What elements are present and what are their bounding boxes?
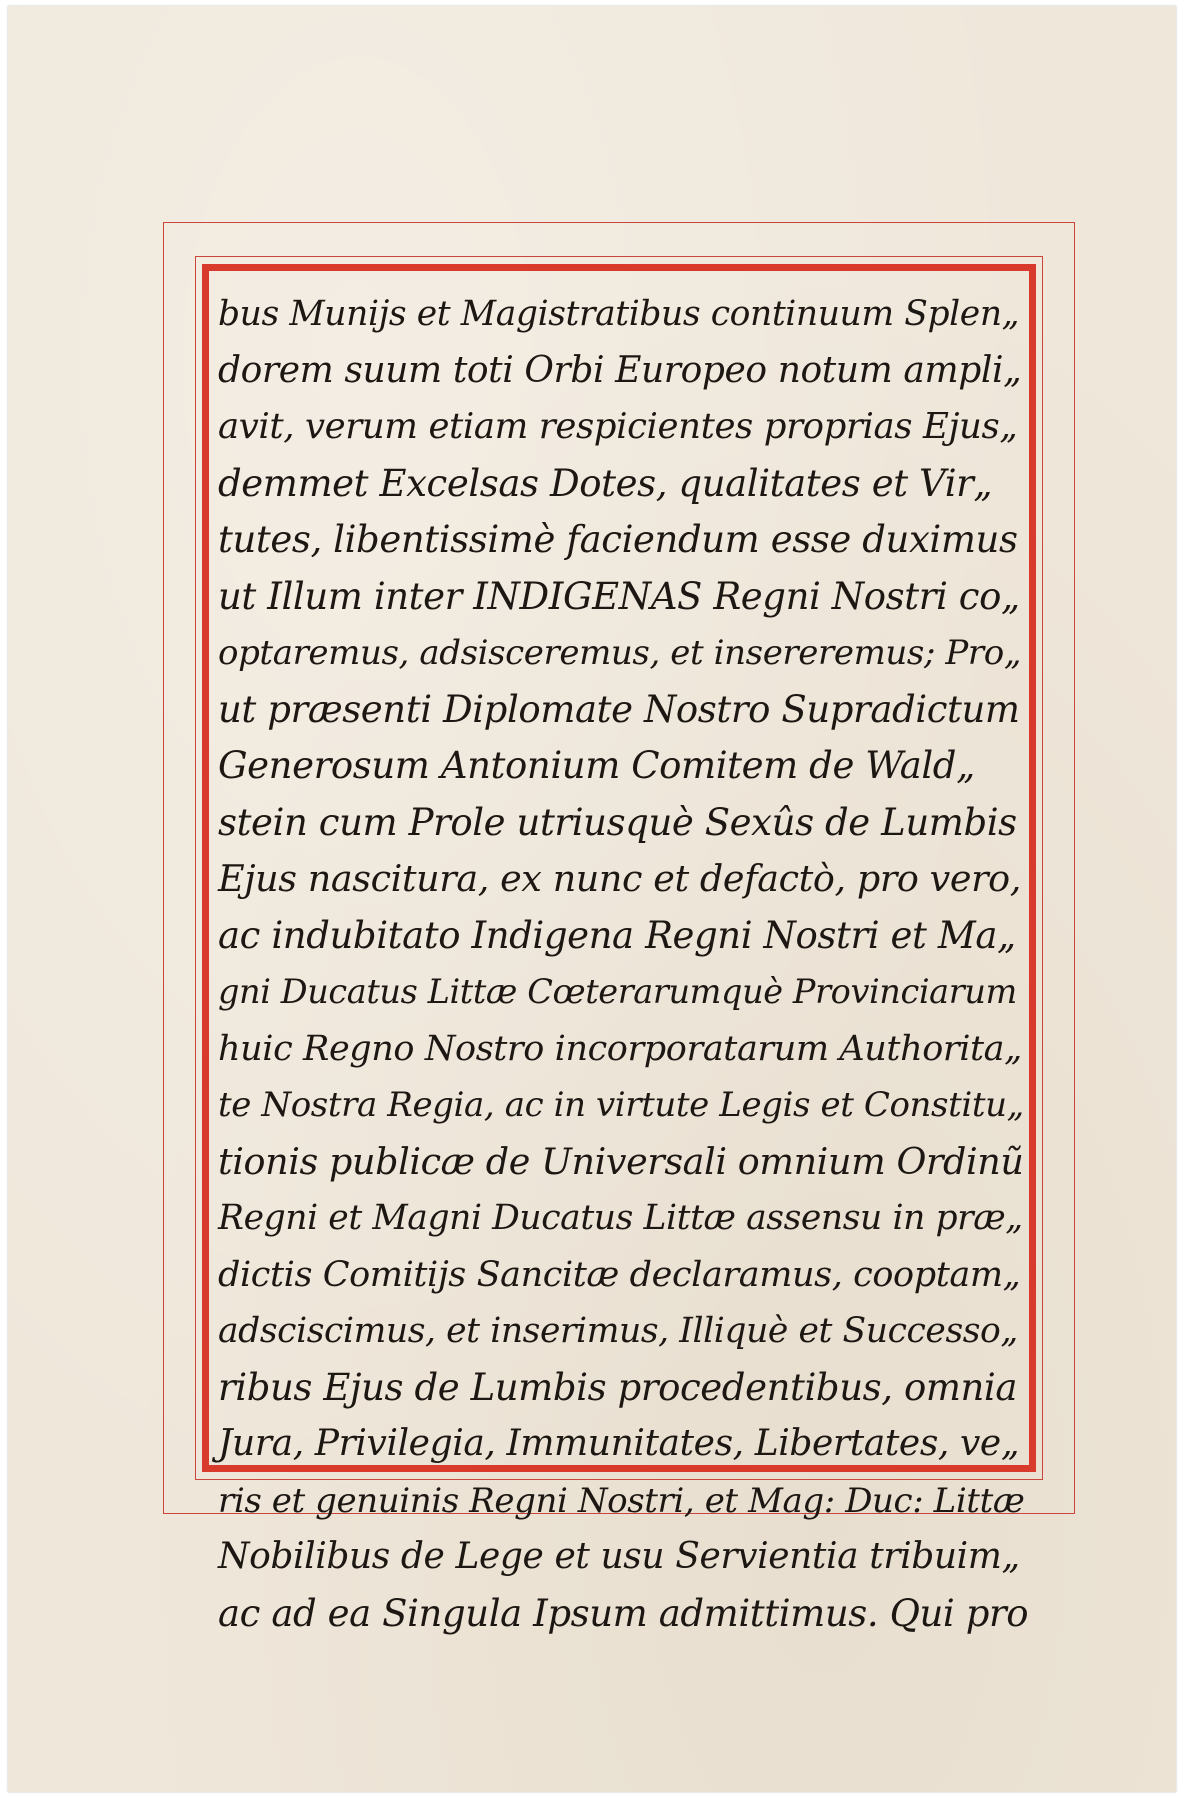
text-line: ut præsenti Diplomate Nostro Supradictum — [218, 687, 1020, 731]
text-line: huic Regno Nostro incorporatarum Authorita„ — [218, 1028, 1022, 1069]
text-line: Regni et Magni Ducatus Littæ assensu in præ„ — [218, 1198, 1023, 1238]
text-line: optaremus, adsisceremus, et insereremus; Pro„ — [218, 633, 1022, 673]
text-line: ac ad ea Singula Ipsum admittimus. Qui pro — [218, 1591, 1029, 1635]
text-line: te Nostra Regia, ac in virtute Legis et Constitu„ — [218, 1085, 1024, 1125]
text-line: dictis Comitijs Sancitæ declaramus, cooptam„ — [218, 1254, 1021, 1295]
text-line: gni Ducatus Littæ Cœterarumquè Provinciarum — [218, 972, 1017, 1011]
text-line: avit, verum etiam respicientes proprias Ejus„ — [218, 406, 1018, 447]
text-line: stein cum Prole utriusquè Sexûs de Lumbis — [218, 800, 1017, 844]
text-line: tutes, libentissimè faciendum esse duximus — [218, 518, 1018, 561]
text-line: ac indubitato Indigena Regni Nostri et Ma„ — [218, 913, 1016, 957]
manuscript-page — [8, 6, 1176, 1792]
text-line: ris et genuinis Regni Nostri, et Mag: Duc: Littæ — [218, 1480, 1025, 1521]
text-line: tionis publicæ de Universali omnium Ordinũ — [218, 1139, 1024, 1183]
text-line: bus Munijs et Magistratibus continuum Splen„ — [218, 294, 1020, 334]
text-line: ut Illum inter INDIGENAS Regni Nostri co„ — [218, 574, 1020, 618]
text-line: dorem suum toti Orbi Europeo notum ampli„ — [218, 349, 1022, 391]
text-line: ribus Ejus de Lumbis procedentibus, omnia — [218, 1365, 1018, 1409]
text-line: Generosum Antonium Comitem de Wald„ — [218, 744, 975, 787]
text-line: Nobilibus de Lege et usu Servientia tribuim„ — [218, 1536, 1020, 1577]
text-line: demmet Excelsas Dotes, qualitates et Vir„ — [218, 461, 993, 505]
text-line: adsciscimus, et inserimus, Illiquè et Successo„ — [218, 1311, 1018, 1351]
text-line: Jura, Privilegia, Immunitates, Libertates, ve„ — [218, 1423, 1020, 1464]
text-line: Ejus nascitura, ex nunc et defactò, pro vero, — [218, 857, 1021, 900]
manuscript-text-block — [218, 286, 1029, 1635]
